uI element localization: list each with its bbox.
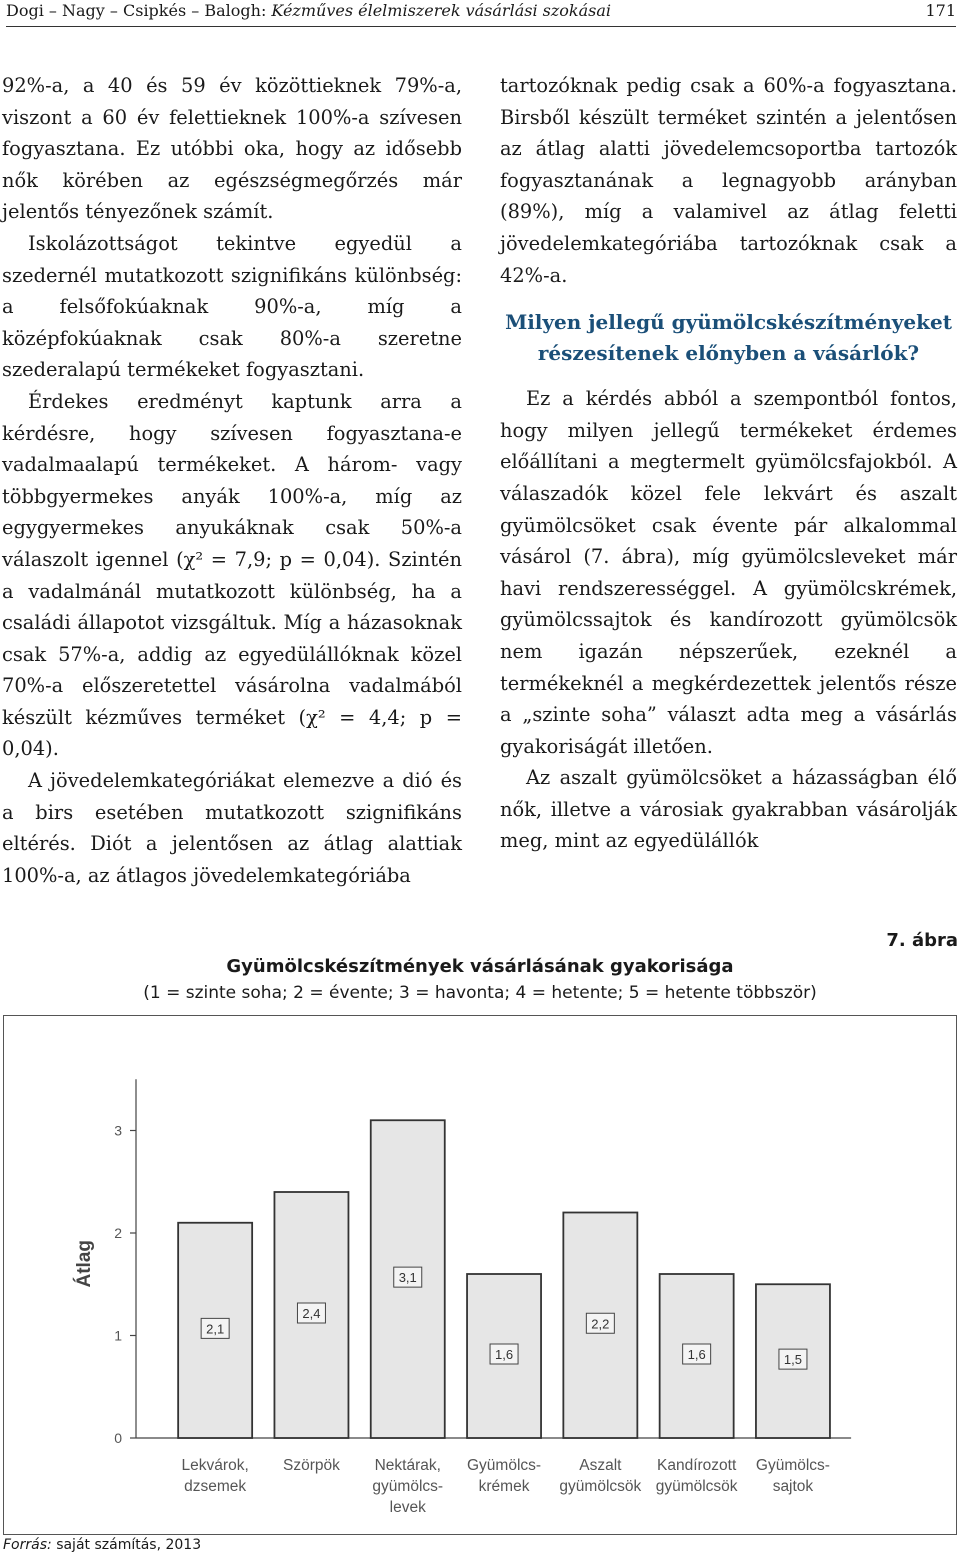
data-label: 1,6 xyxy=(687,1347,706,1362)
source-text: saját számítás, 2013 xyxy=(56,1537,202,1553)
x-tick-label: Kandírozott xyxy=(657,1457,737,1474)
page-number: 171 xyxy=(925,1,956,20)
source-label: Forrás: xyxy=(3,1537,52,1553)
paragraph: A jövedelemkategóriákat elemezve a dió és a birs esetében mutatkozott szignifikáns eltérés. Diót a jelentősen az átlag alattiak 100%-a, az átlagos jövedelemkategóriába xyxy=(2,769,462,887)
running-header xyxy=(6,0,956,27)
paragraph: Érdekes eredményt kaptunk arra a kérdésre, hogy szívesen fogyasztana-e vadalmaalapú termékeket. A három- vagy többgyermekes anyák 100%-a, míg az egygyermekes anyukáknak csak 50%-a válaszolt igennel (χ² = 7,9; p = 0,04). Szintén a vadalmánál mutatkozott különbség, ha a családi állapotot vizsgáltuk. Míg a házasoknak csak 57%-a, addig az egyedülállóknak közel 70%-a előszeretettel vásárolna vadalmából készült kézműves terméket (χ² = 4,4; p = 0,04). xyxy=(2,389,462,761)
right-column xyxy=(500,70,957,857)
y-tick-label: 3 xyxy=(114,1122,122,1139)
data-label: 2,2 xyxy=(591,1316,610,1332)
figure-title: Gyümölcskészítmények vásárlásának gyakorisága xyxy=(226,956,734,977)
data-label: 2,4 xyxy=(302,1306,321,1321)
paragraph: Az aszalt gyümölcsöket a házasságban élő nők, illetve a városiak gyakrabban vásárolják meg, mint az egyedülállók xyxy=(500,766,957,853)
x-tick-label: Aszalt xyxy=(579,1457,622,1474)
x-tick-label: Gyümölcs- xyxy=(467,1457,542,1474)
paragraph: Ez a kérdés abból a szempontból fontos, hogy milyen jellegű termékeket érdemes előállítani a megtermelt gyümölcsfajokból. A válaszadók közel fele lekvárt és aszalt gyümölcsöket csak évente pár alkalommal vásárol (7. ábra), míg gyümölcsleveket már havi rendszerességgel. A gyümölcskrémek, gyümölcssajtok és kandírozott gyümölcsök nem igazán népszerűek, ezeknél a termékeknél a megkérdezettek jelentős része a „szinte soha” választ adta meg a vásárlás gyakoriságát illetően. xyxy=(500,387,957,758)
x-tick-label: krémek xyxy=(478,1478,530,1495)
data-label: 1,6 xyxy=(495,1347,514,1362)
figure-source xyxy=(3,1537,201,1553)
x-tick-label: Lekvárok, xyxy=(181,1457,249,1474)
x-tick-label: dzsemek xyxy=(184,1478,247,1495)
header-title: Kézműves élelmiszerek vásárlási szokásai xyxy=(271,1,612,20)
figure-number: 7. ábra xyxy=(886,930,958,951)
header-authors: Dogi – Nagy – Csipkés – Balogh: xyxy=(6,1,267,20)
paragraph: Iskolázottságot tekintve egyedül a szedernél mutatkozott szignifikáns különbség: a felsőfokúaknak 90%-a, míg a középfokúaknak csak 80%-a szeretne szederalapú termékeket fogyasztani. xyxy=(2,231,462,382)
x-tick-label: Szörpök xyxy=(283,1457,340,1474)
paragraph: tartozóknak pedig csak a 60%-a fogyasztana. Birsből készült terméket szintén a jelentősen az átlag alatti jövedelemcsoportba tartozók fogyasztanának a legnagyobb arányban (89%), míg a valamivel az átlag feletti jövedelemkategóriába tartozóknak csak a 42%-a. xyxy=(500,74,957,287)
paragraph: 92%-a, a 40 és 59 év közöttieknek 79%-a, viszont a 60 év felettieknek 100%-a szívesen fogyasztana. Ez utóbbi oka, hogy az idősebb nők körében az egészségmegőrzés már jelentős tényezőnek számít. xyxy=(2,74,462,224)
data-label: 1,5 xyxy=(783,1352,802,1368)
header-authors-title xyxy=(6,1,611,20)
y-tick-label: 1 xyxy=(114,1327,122,1344)
y-tick-label: 2 xyxy=(114,1225,122,1241)
x-tick-label: gyümölcs- xyxy=(372,1478,444,1495)
data-label: 3,1 xyxy=(398,1270,417,1286)
x-tick-label: gyümölcsök xyxy=(655,1478,738,1495)
x-tick-label: sajtok xyxy=(772,1478,814,1495)
bar-chart xyxy=(4,1016,955,1533)
data-label: 2,1 xyxy=(206,1321,225,1337)
x-tick-label: Nektárak, xyxy=(374,1457,441,1474)
y-tick-label: 0 xyxy=(114,1430,122,1446)
x-tick-label: gyümölcsök xyxy=(559,1478,642,1495)
x-tick-label: levek xyxy=(389,1499,426,1516)
figure-subtitle: (1 = szinte soha; 2 = évente; 3 = havonta; 4 = hetente; 5 = hetente többször) xyxy=(143,983,817,1003)
section-heading: Milyen jellegű gyümölcskészítményeket részesítenek előnyben a vásárlók? xyxy=(505,310,952,366)
left-column xyxy=(2,70,462,891)
x-tick-label: Gyümölcs- xyxy=(755,1457,830,1474)
chart-frame xyxy=(3,1015,957,1535)
y-axis-label: Átlag xyxy=(74,1240,95,1288)
